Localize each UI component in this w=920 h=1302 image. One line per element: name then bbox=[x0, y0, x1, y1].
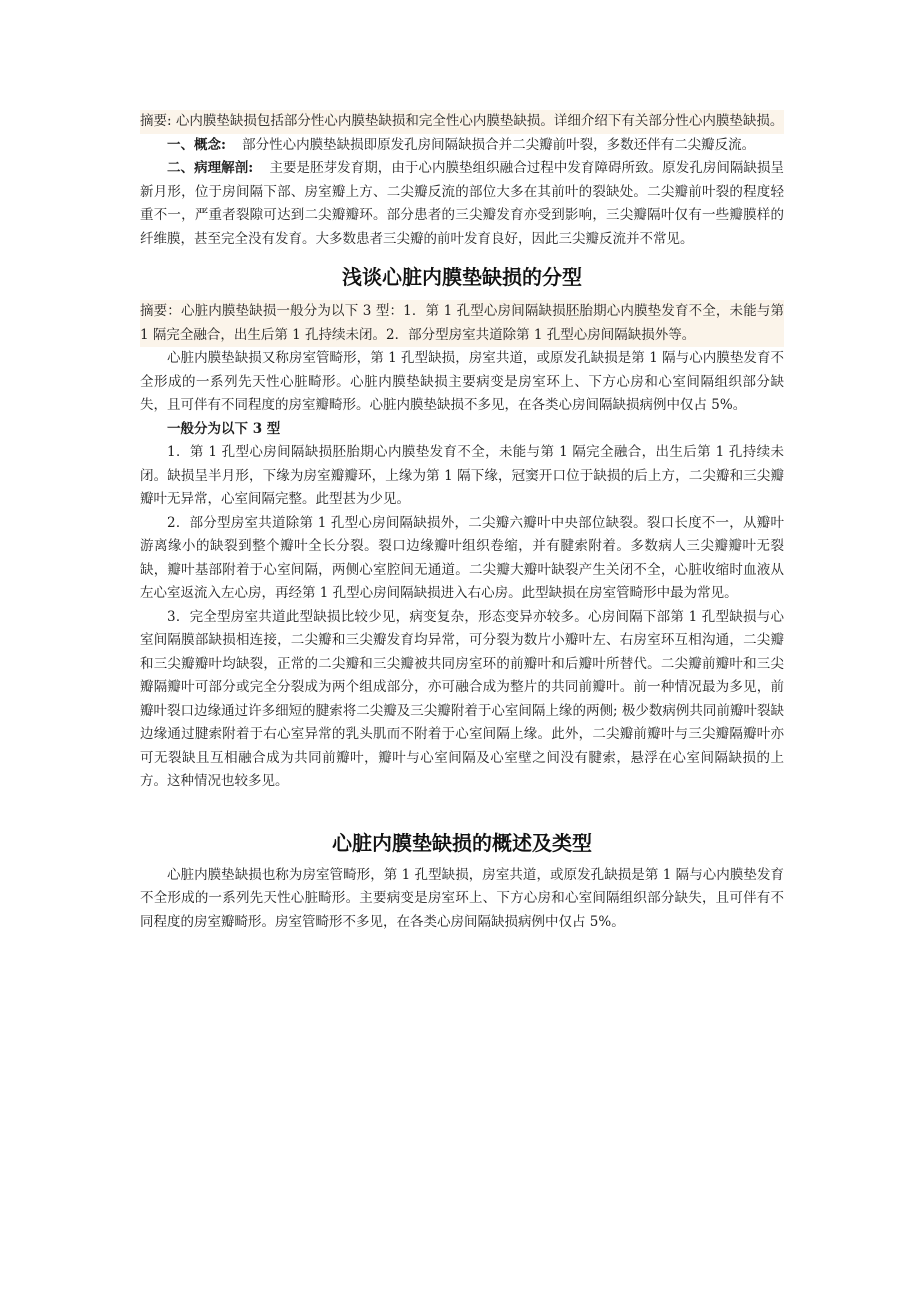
types-subhead: 一般分为以下 3 型 bbox=[167, 420, 281, 437]
section3-intro: 心脏内膜垫缺损也称为房室管畸形，第 1 孔型缺损，房室共道，或原发孔缺损是第 1 隔与心内膜垫发育不全形成的一系列先天性心脏畸形。主要病变是房室环上、下方心房和心室间隔组织部分缺失，且可伴有不同程度的房室瓣畸形。房室管畸形不多见，在各类心房间隔缺损病例中仅占 5%。 bbox=[140, 866, 784, 930]
section2-intro: 心脏内膜垫缺损又称房室管畸形，第 1 孔型缺损，房室共道，或原发孔缺损是第 1 隔与心内膜垫发育不全形成的一系列先天性心脏畸形。心脏内膜垫缺损主要病变是房室环上、下方心房和心室间隔组织部分缺失，且可伴有不同程度的房室瓣畸形。心脏内膜垫缺损不多见，在各类心房间隔缺损病例中仅占 5%。 bbox=[140, 350, 784, 413]
pathology-text: 主要是胚芽发育期，由于心内膜垫组织融合过程中发育障碍所致。原发孔房间隔缺损呈新月形，位于房间隔下部、房室瓣上方、二尖瓣反流的部位大多在其前叶的裂缺处。二尖瓣前叶裂的程度轻重不一，严重者裂隙可达到二尖瓣瓣环。部分患者的三尖瓣发育亦受到影响，三尖瓣隔叶仅有一些瓣膜样的纤维膜，甚至完全没有发育。大多数患者三尖瓣的前叶发育良好，因此三尖瓣反流并不常见。 bbox=[140, 160, 784, 247]
section1-abstract: 摘要: 心内膜垫缺损包括部分性心内膜垫缺损和完全性心内膜垫缺损。详细介绍下有关部分性心内膜垫缺损。 bbox=[140, 110, 784, 134]
type3-paragraph: 3．完全型房室共道此型缺损比较少见，病变复杂，形态变异亦较多。心房间隔下部第 1 孔型缺损与心室间隔膜部缺损相连接，二尖瓣和三尖瓣发育均异常，可分裂为数片小瓣叶左、右房室环互相沟通，二尖瓣和三尖瓣瓣叶均缺裂，正常的二尖瓣和三尖瓣被共同房室环的前瓣叶和后瓣叶所替代。二尖瓣前瓣叶和三尖瓣隔瓣叶可部分或完全分裂成为两个组成部分，亦可融合成为整片的共同前瓣叶。前一种情况最为多见，前瓣叶裂口边缘通过许多细短的腱索将二尖瓣及三尖瓣附着于心室间隔上缘的两侧; 极少数病例共同前瓣叶裂缺边缘通过腱索附着于右心室异常的乳头肌而不附着于心室间隔上缘。此外，二尖瓣前瓣叶与三尖瓣隔瓣叶亦可无裂缺且互相融合成为共同前瓣叶，瓣叶与心室间隔及心室壁之间没有腱索，悬浮在心室间隔缺损的上方。这种情况也较多见。 bbox=[140, 608, 784, 789]
pathology-paragraph bbox=[140, 157, 784, 251]
document-page bbox=[140, 110, 784, 934]
section2-abstract: 摘要：心脏内膜垫缺损一般分为以下 3 型：1．第 1 孔型心房间隔缺损胚胎期心内膜垫发育不全，未能与第 1 隔完全融合，出生后第 1 孔持续未闭。2．部分型房室共道除第 1 孔型心房间隔缺损外等。 bbox=[140, 300, 784, 347]
section2-title: 浅谈心脏内膜垫缺损的分型 bbox=[342, 265, 582, 289]
type1-paragraph: 1．第 1 孔型心房间隔缺损胚胎期心内膜垫发育不全，未能与第 1 隔完全融合，出生后第 1 孔持续未闭。缺损呈半月形，下缘为房室瓣瓣环，上缘为第 1 隔下缘，冠窦开口位于缺损的后上方，二尖瓣和三尖瓣瓣叶无异常，心室间隔完整。此型甚为少见。 bbox=[140, 444, 784, 507]
type2-paragraph: 2．部分型房室共道除第 1 孔型心房间隔缺损外，二尖瓣六瓣叶中央部位缺裂。裂口长度不一，从瓣叶游离缘小的缺裂到整个瓣叶全长分裂。裂口边缘瓣叶组织卷缩，并有腱索附着。多数病人三尖瓣瓣叶无裂缺，瓣叶基部附着于心室间隔，两侧心室腔间无通道。二尖瓣大瓣叶缺裂产生关闭不全，心脏收缩时血液从左心室返流入左心房，再经第 1 孔型心房间隔缺损进入右心房。此型缺损在房室管畸形中最为常见。 bbox=[140, 514, 784, 601]
concept-label: 一、概念: bbox=[167, 136, 226, 153]
concept-text: 部分性心内膜垫缺损即原发孔房间隔缺损合并二尖瓣前叶裂，多数还伴有二尖瓣反流。 bbox=[242, 136, 756, 153]
pathology-label: 二、病理解剖: bbox=[167, 160, 254, 176]
concept-paragraph bbox=[140, 134, 784, 158]
section3-title: 心脏内膜垫缺损的概述及类型 bbox=[332, 830, 592, 855]
